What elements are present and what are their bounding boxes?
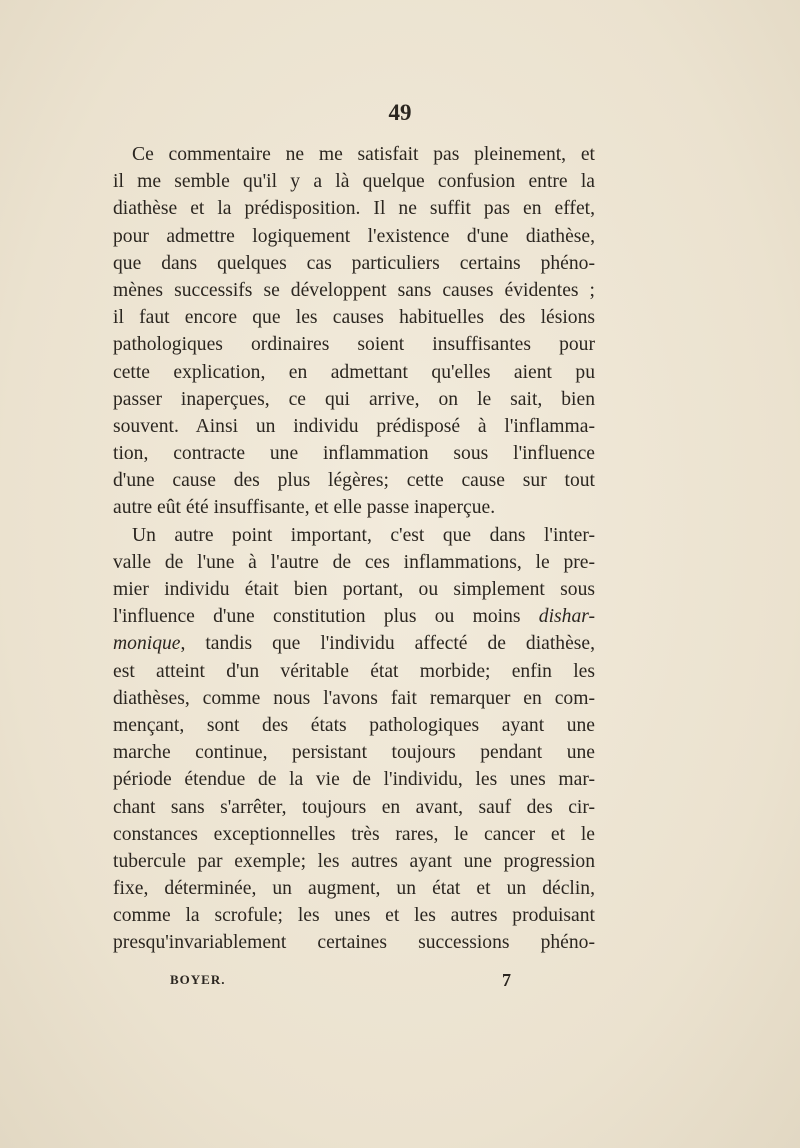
text-line: [113, 413, 595, 440]
text-line: [113, 331, 595, 358]
text-line: [113, 603, 595, 630]
line-text: souvent. Ainsi un individu prédisposé à l'inflamma-: [113, 415, 595, 437]
text-line: [113, 277, 595, 304]
text-line: [113, 929, 595, 956]
text-line: [113, 195, 595, 222]
text-line: [113, 712, 595, 739]
line-text: autre eût été insuffisante, et elle passe inaperçue.: [113, 497, 496, 519]
text-line: [113, 685, 595, 712]
line-text: comme la scrofule; les unes et les autres produisant: [113, 905, 595, 927]
line-text: pour admettre logiquement l'existence d'une diathèse,: [113, 225, 595, 247]
line-text: passer inaperçues, ce qui arrive, on le sait, bien: [113, 388, 595, 410]
text-line: [113, 141, 595, 168]
text-line: [113, 168, 595, 195]
line-text: marche continue, persistant toujours pendant une: [113, 742, 595, 764]
line-text: est atteint d'un véritable état morbide; enfin les: [113, 660, 595, 682]
text-line: [113, 549, 595, 576]
line-text: l'influence d'une constitution plus ou moins: [113, 606, 539, 628]
page-footer: [0, 972, 800, 996]
text-line: [113, 630, 595, 657]
line-text: période étendue de la vie de l'individu, les unes mar-: [113, 769, 595, 791]
line-text: mençant, sont des états pathologiques ayant une: [113, 714, 595, 736]
line-text: Ce commentaire ne me satisfait pas pleinement, et: [132, 144, 595, 165]
line-text: mènes successifs se développent sans causes évidentes ;: [113, 279, 595, 301]
line-text: cette explication, en admettant qu'elles aient pu: [113, 361, 595, 383]
body-text: [113, 141, 595, 957]
text-line: [113, 304, 595, 331]
line-text: que dans quelques cas particuliers certains phéno-: [113, 252, 595, 274]
line-text: il faut encore que les causes habituelles des lésions: [113, 307, 595, 329]
text-line: [113, 494, 595, 521]
text-line: [113, 794, 595, 821]
sheet-number: 7: [502, 970, 511, 990]
text-line: [113, 658, 595, 685]
text-line: [113, 576, 595, 603]
line-text: valle de l'une à l'autre de ces inflammations, le pre-: [113, 551, 595, 573]
line-text: , tandis que l'individu affecté de diathèse,: [180, 633, 595, 655]
page-number: 49: [388, 100, 412, 125]
line-text: tion, contracte une inflammation sous l'influence: [113, 443, 595, 465]
line-text: fixe, déterminée, un augment, un état et un déclin,: [113, 878, 595, 900]
text-line: [113, 875, 595, 902]
text-line: [113, 848, 595, 875]
text-line: [113, 739, 595, 766]
italic-word: dishar-: [538, 606, 595, 628]
text-line: [113, 250, 595, 277]
line-text: tubercule par exemple; les autres ayant une progression: [113, 850, 595, 872]
line-text: Un autre point important, c'est que dans l'inter-: [132, 524, 595, 546]
line-text: d'une cause des plus légères; cette cause sur tout: [113, 470, 595, 492]
text-line: [113, 766, 595, 793]
line-text: presqu'invariablement certaines successions phéno-: [113, 932, 595, 954]
line-text: pathologiques ordinaires soient insuffisantes pour: [113, 334, 595, 356]
text-line: [113, 522, 595, 549]
line-text: chant sans s'arrêter, toujours en avant, sauf des cir-: [113, 796, 595, 818]
line-text: constances exceptionnelles très rares, le cancer et le: [113, 823, 595, 845]
italic-word: monique: [113, 633, 181, 655]
printer-signature: BOYER.: [170, 972, 226, 987]
text-line: [113, 359, 595, 386]
line-text: mier individu était bien portant, ou simplement sous: [113, 579, 595, 600]
text-line: [113, 467, 595, 494]
line-text: diathèse et la prédisposition. Il ne suffit pas en effet,: [113, 198, 595, 220]
text-line: [113, 386, 595, 413]
text-line: [113, 821, 595, 848]
text-line: [113, 223, 595, 250]
line-text: il me semble qu'il y a là quelque confusion entre la: [113, 171, 595, 193]
text-line: [113, 440, 595, 467]
text-line: [113, 902, 595, 929]
line-text: diathèses, comme nous l'avons fait remarquer en com-: [113, 687, 595, 709]
